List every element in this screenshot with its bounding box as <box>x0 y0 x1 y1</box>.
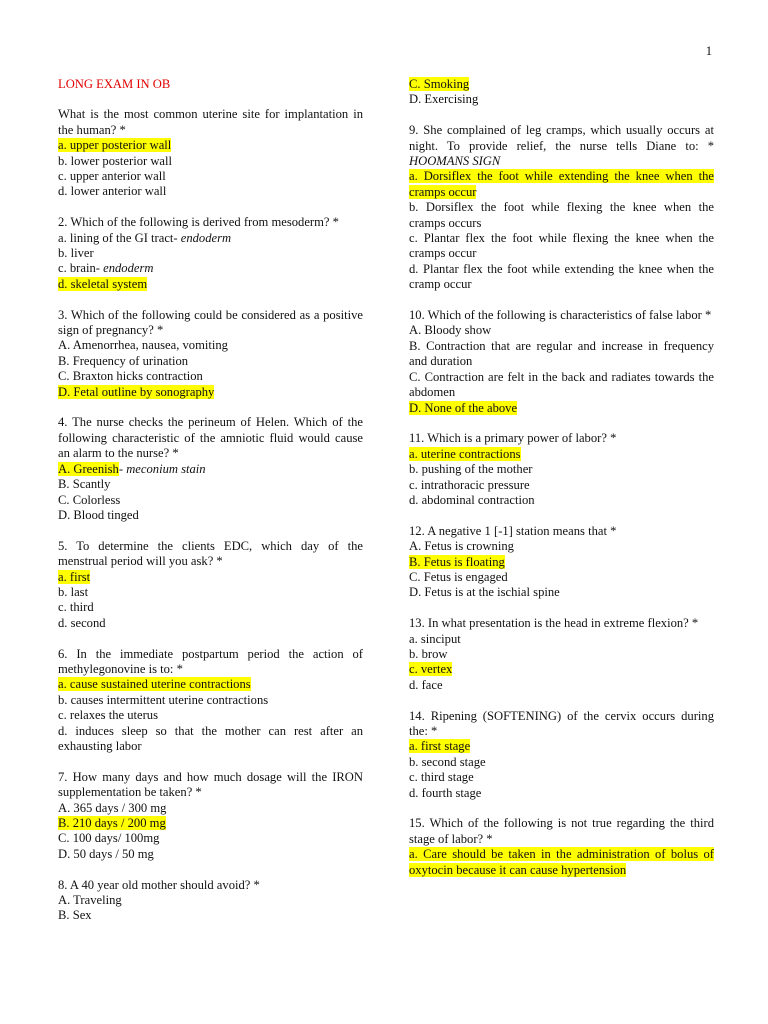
question-block <box>409 524 714 601</box>
question-stem: What is the most common uterine site for implantation in the human? * <box>58 107 363 137</box>
question-stem: 11. Which is a primary power of labor? * <box>409 431 617 446</box>
answer-option-highlighted <box>58 385 363 400</box>
option-text: d. second <box>58 615 106 630</box>
option-text: d. face <box>409 677 443 692</box>
answer-option-highlighted <box>409 77 714 92</box>
question-block <box>409 616 714 693</box>
question-block <box>409 123 714 292</box>
option-text: B. Frequency of urination <box>58 353 189 368</box>
answer-option-highlighted <box>409 662 714 677</box>
question-stem: 13. In what presentation is the head in extreme flexion? * <box>409 616 699 631</box>
question-block <box>409 431 714 508</box>
option-text: c. vertex <box>409 662 453 677</box>
question-stem: 9. She complained of leg cramps, which usually occurs at night. To provide relief, the nurse tells Diane to: * <box>409 123 714 153</box>
question-text <box>58 770 363 801</box>
option-text: B. 210 days / 200 mg <box>58 816 166 830</box>
answer-option <box>409 770 714 785</box>
option-text: A. Greenish <box>58 461 119 476</box>
option-text: C. Fetus is engaged <box>409 569 508 584</box>
question-note: HOOMANS SIGN <box>409 154 501 169</box>
question-block <box>409 77 714 108</box>
question-text <box>409 616 714 631</box>
option-text: B. Fetus is floating <box>409 554 505 569</box>
option-text: a. lining of the GI tract- <box>58 230 181 245</box>
left-questions <box>58 107 363 923</box>
option-text: d. fourth stage <box>409 785 482 800</box>
answer-option <box>58 338 363 353</box>
option-text: c. Plantar flex the foot while flexing the knee when the cramps occur <box>409 231 714 261</box>
answer-option-highlighted <box>409 847 714 878</box>
answer-option <box>409 370 714 401</box>
option-text: c. relaxes the uterus <box>58 708 159 723</box>
answer-option <box>409 200 714 231</box>
answer-option <box>409 632 714 647</box>
answer-option <box>409 262 714 293</box>
option-text: A. Amenorrhea, nausea, vomiting <box>58 338 228 353</box>
option-text: A. Traveling <box>58 893 122 908</box>
option-text: D. Exercising <box>409 92 479 107</box>
answer-option <box>58 369 363 384</box>
question-text <box>409 524 714 539</box>
option-text: c. upper anterior wall <box>58 169 166 184</box>
option-text: c. third stage <box>409 770 474 785</box>
option-text: C. 100 days/ 100mg <box>58 831 160 846</box>
option-text: d. skeletal system <box>58 276 148 291</box>
option-text: c. third <box>58 600 94 615</box>
question-stem: 15. Which of the following is not true regarding the third stage of labor? * <box>409 816 714 846</box>
option-text: b. second stage <box>409 754 486 769</box>
question-stem: 8. A 40 year old mother should avoid? * <box>58 877 260 892</box>
question-stem: 14. Ripening (SOFTENING) of the cervix occurs during the: * <box>409 708 714 738</box>
answer-option <box>409 585 714 600</box>
option-note: endoderm <box>180 230 232 245</box>
answer-option <box>58 184 363 199</box>
answer-option <box>58 693 363 708</box>
option-text: a. uterine contractions <box>409 446 521 461</box>
question-stem: 5. To determine the clients EDC, which day of the menstrual period will you ask? * <box>58 538 363 569</box>
answer-option-highlighted <box>409 169 714 200</box>
option-text: c. brain- <box>58 261 104 276</box>
option-text: B. Contraction that are regular and increase in frequency and duration <box>409 338 714 369</box>
question-stem: 4. The nurse checks the perineum of Helen. Which of the following characteristic of the amniotic fluid would cause an alarm to the nurse? * <box>58 415 363 461</box>
option-text: b. brow <box>409 646 448 661</box>
exam-title: LONG EXAM IN OB <box>58 77 171 91</box>
answer-option <box>409 678 714 693</box>
question-text <box>409 709 714 740</box>
option-text: D. 50 days / 50 mg <box>58 846 154 861</box>
question-block <box>58 215 363 292</box>
answer-option <box>58 231 363 246</box>
question-text <box>409 816 714 847</box>
answer-option <box>58 354 363 369</box>
question-block <box>409 308 714 416</box>
option-text: d. Plantar flex the foot while extending the knee when the cramp occur <box>409 261 714 292</box>
question-stem: 12. A negative 1 [-1] station means that * <box>409 523 617 538</box>
answer-option-highlighted <box>58 816 363 831</box>
right-column <box>409 77 714 893</box>
option-text: b. causes intermittent uterine contractions <box>58 692 269 707</box>
answer-option <box>58 847 363 862</box>
option-text: C. Colorless <box>58 492 121 507</box>
answer-option <box>58 508 363 523</box>
option-text: D. None of the above <box>409 400 518 415</box>
option-text: B. Sex <box>58 908 92 923</box>
answer-option-highlighted <box>58 570 363 585</box>
question-stem: 2. Which of the following is derived from mesoderm? * <box>58 215 339 230</box>
answer-option <box>58 724 363 755</box>
answer-option-highlighted <box>409 401 714 416</box>
answer-option-highlighted <box>58 677 363 692</box>
answer-option <box>58 908 363 923</box>
question-block <box>58 770 363 862</box>
answer-option <box>409 647 714 662</box>
option-text: a. cause sustained uterine contractions <box>58 677 251 692</box>
question-stem: 6. In the immediate postpartum period the action of methylegonovine is to: * <box>58 646 363 676</box>
option-note: - meconium stain <box>118 461 206 476</box>
question-text <box>409 431 714 446</box>
answer-option <box>58 477 363 492</box>
answer-option <box>58 493 363 508</box>
answer-option-highlighted <box>409 447 714 462</box>
option-text: A. Bloody show <box>409 323 492 338</box>
answer-option <box>409 478 714 493</box>
option-text: A. 365 days / 300 mg <box>58 800 167 815</box>
answer-option <box>58 893 363 908</box>
question-block <box>58 878 363 924</box>
option-text: a. Care should be taken in the administration of bolus of oxytocin because it can cause hypertension <box>409 847 714 877</box>
question-block <box>58 107 363 199</box>
option-text: d. lower anterior wall <box>58 184 167 199</box>
option-text: D. Fetus is at the ischial spine <box>409 585 560 600</box>
answer-option-highlighted <box>58 462 363 477</box>
option-text: a. Dorsiflex the foot while extending the knee when the cramps occur <box>409 169 714 199</box>
option-text: a. upper posterior wall <box>58 138 172 153</box>
answer-option <box>409 570 714 585</box>
answer-option <box>58 169 363 184</box>
option-text: C. Smoking <box>409 77 470 91</box>
question-text <box>58 215 363 230</box>
page-number: 1 <box>705 44 712 58</box>
answer-option <box>409 462 714 477</box>
option-text: C. Contraction are felt in the back and radiates towards the abdomen <box>409 369 714 400</box>
question-text <box>58 107 363 138</box>
answer-option <box>409 755 714 770</box>
option-text: b. pushing of the mother <box>409 462 533 477</box>
question-text <box>58 878 363 893</box>
option-text: D. Blood tinged <box>58 507 139 522</box>
answer-option <box>58 616 363 631</box>
answer-option-highlighted <box>58 277 363 292</box>
question-block <box>58 539 363 631</box>
option-note: endoderm <box>103 261 154 276</box>
question-block <box>409 816 714 878</box>
option-text: A. Fetus is crowning <box>409 539 514 554</box>
answer-option <box>409 493 714 508</box>
option-text: B. Scantly <box>58 477 111 492</box>
question-stem: 10. Which of the following is characteristics of false labor * <box>409 308 712 323</box>
question-text <box>58 647 363 678</box>
option-text: a. first <box>58 569 91 584</box>
option-text: b. liver <box>58 246 94 261</box>
option-text: D. Fetal outline by sonography <box>58 384 215 399</box>
answer-option <box>58 585 363 600</box>
question-block <box>58 647 363 755</box>
question-text <box>409 123 714 169</box>
answer-option <box>409 339 714 370</box>
question-stem: 3. Which of the following could be considered as a positive sign of pregnancy? * <box>58 307 363 338</box>
answer-option-highlighted <box>409 739 714 754</box>
option-text: b. last <box>58 584 89 599</box>
answer-option <box>58 154 363 169</box>
answer-option-highlighted <box>58 138 363 153</box>
option-text: b. lower posterior wall <box>58 153 173 168</box>
answer-option <box>58 831 363 846</box>
question-block <box>409 709 714 801</box>
question-block <box>58 308 363 400</box>
question-block <box>58 415 363 523</box>
option-text: C. Braxton hicks contraction <box>58 369 203 384</box>
answer-option <box>409 92 714 107</box>
option-text: a. sinciput <box>409 631 461 646</box>
answer-option <box>58 600 363 615</box>
question-text <box>58 415 363 461</box>
answer-option <box>409 539 714 554</box>
option-text: a. first stage <box>409 739 471 754</box>
question-text <box>58 539 363 570</box>
answer-option <box>58 801 363 816</box>
answer-option <box>58 261 363 276</box>
option-text: c. intrathoracic pressure <box>409 477 530 492</box>
option-text: b. Dorsiflex the foot while flexing the knee when the cramps occurs <box>409 200 714 230</box>
answer-option <box>409 323 714 338</box>
right-questions <box>409 77 714 878</box>
answer-option <box>58 246 363 261</box>
answer-option <box>409 786 714 801</box>
answer-option-highlighted <box>409 555 714 570</box>
question-stem: 7. How many days and how much dosage will the IRON supplementation be taken? * <box>58 769 363 800</box>
option-text: d. induces sleep so that the mother can rest after an exhausting labor <box>58 723 363 753</box>
answer-option <box>409 231 714 262</box>
answer-option <box>58 708 363 723</box>
question-text <box>58 308 363 339</box>
left-column <box>58 77 363 939</box>
question-text <box>409 308 714 323</box>
option-text: d. abdominal contraction <box>409 492 535 507</box>
